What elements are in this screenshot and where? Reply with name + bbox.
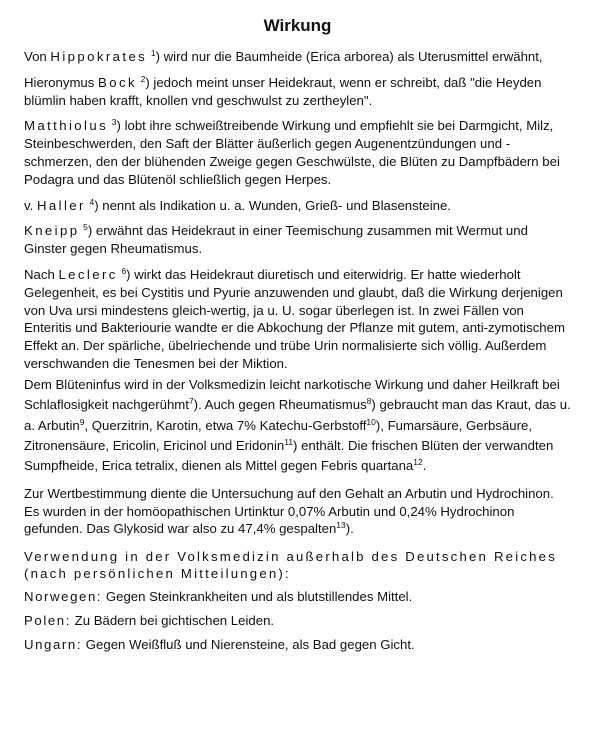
text: Zur Wertbestimmung diente die Untersuchung auf den Gehalt an Arbutin und Hydrochinon. Es wurden in der homöopathischen Urtinktur 0,07% Arbutin und 0,24% Hydrochinon gefunden. Das Glykosid war also zu 47,4% gespalten (24, 485, 554, 537)
author-name: Hippokrates (50, 49, 148, 64)
author-name: Kneipp (24, 223, 80, 239)
author-name: Matthiolus (24, 118, 109, 134)
text: ) wird nur die Baumheide (Erica arborea) als Uterusmittel erwähnt, (155, 49, 543, 64)
footnote-ref: 11 (284, 436, 294, 447)
footnote-ref: 9 (79, 416, 85, 427)
author-name: Bock (98, 74, 137, 90)
text: ) wirkt das Heidekraut diuretisch und eiterwidrig. Er hatte wiederholt Gelegenheit, es bei Cystitis und Pyurie anzuwenden und glaubt, daß die Wirkung derjenigen von Uva ursi mindestens gleich-wertig, ja u. U. sogar überlegen ist. In zwei Fällen von Enteritis und Bakteriourie wandte er die Abkochung der Pflanze mit gutem, anti-zymotischem Effekt an. Der spärliche, übelriechende und trübe Urin normalisierte sich völlig. Außerdem verschwanden die Tenesmen bei der Miktion. (24, 266, 565, 371)
paragraph-kneipp (24, 222, 571, 258)
footnote-ref: 12 (413, 457, 423, 468)
country-name: Ungarn: (24, 636, 83, 652)
text: Zu Bädern bei gichtischen Leiden. (71, 612, 275, 628)
text: ) nennt als Indikation u. a. Wunden, Grieß- und Blasensteine. (94, 197, 451, 213)
usage-heading: Verwendung in der Volksmedizin außerhalb des Deutschen Reiches (nach persönlichen Mitteilungen): (24, 549, 557, 582)
text: . (422, 458, 427, 474)
footnote-ref: 5 (83, 222, 88, 233)
footnote-ref: 8 (366, 396, 372, 407)
author-name: Haller (36, 197, 86, 213)
text: Nach (24, 266, 59, 282)
text: Gegen Steinkrankheiten und als blutstillendes Mittel. (102, 589, 413, 605)
author-name: Leclerc (58, 266, 118, 282)
text: ). (345, 521, 354, 537)
text: ). Auch gegen Rheumatismus (193, 397, 367, 413)
text: v. (24, 197, 37, 213)
usage-item-norwegen (24, 588, 571, 606)
footnote-ref: 1 (150, 48, 156, 58)
usage-item-polen (24, 612, 571, 630)
text: ), Fumarsäure, Gerbsäure, Zitronensäure, Ericolin, Ericinol und Eridonin (24, 417, 532, 453)
text: Hieronymus (24, 74, 99, 90)
footnote-ref: 10 (366, 416, 376, 427)
text: ) lobt ihre schweißtreibende Wirkung und empfiehlt sie bei Darmgicht, Milz, Steinbeschwerden, den Saft der Blätter äußerlich gegen Augenentzündungen und -schmerzen, den der blühenden Zweige gegen Geschwülste, die Blüten zu Dampfbädern bei Podagra und das Blütenöl schließlich gegen Herpes. (24, 118, 560, 187)
text: ) jedoch meint unser Heidekraut, wenn er schreibt, daß "die Heyden blümlin haben krafft, knollen vnd geschwulst zu zertheylen". (24, 74, 542, 108)
footnote-ref: 2 (140, 73, 146, 84)
paragraph-haller (24, 197, 571, 215)
footnote-ref: 7 (188, 396, 194, 407)
text: , Querzitrin, Karotin, etwa 7% Katechu-Gerbstoff (84, 417, 367, 433)
paragraph-bock (24, 74, 571, 110)
text: ) gebraucht man das Kraut, das u. a. Arbutin (24, 397, 571, 433)
text: ) erwähnt das Heidekraut in einer Teemischung zusammen mit Wermut und Ginster gegen Rheumatismus. (24, 223, 528, 257)
country-name: Norwegen: (24, 589, 103, 605)
paragraph-wertbestimmung (24, 485, 571, 538)
paragraph-hippokrates (24, 48, 571, 66)
footnote-ref: 6 (121, 265, 127, 276)
text: Gegen Weißfluß und Nierensteine, als Bad gegen Gicht. (82, 636, 415, 652)
text: Von (24, 49, 51, 64)
country-name: Polen: (24, 612, 71, 628)
text: ) enthält. Die frischen Blüten der verwandten Sumpfheide, Erica tetralix, dienen als Mittel gegen Febris quartana (24, 437, 554, 474)
paragraph-volksmedizin (24, 375, 571, 477)
footnote-ref: 3 (111, 117, 117, 128)
paragraph-leclerc (24, 266, 571, 373)
paragraph-matthiolus (24, 117, 571, 188)
text: Dem Blüteninfus wird in der Volksmedizin leicht narkotische Wirkung und daher Heilkraft bei Schlaflosigkeit nachgerühmt (24, 376, 560, 413)
section-title: Wirkung (263, 16, 332, 35)
usage-item-ungarn (24, 636, 571, 654)
footnote-ref: 4 (89, 196, 95, 207)
footnote-ref: 13 (336, 520, 346, 531)
